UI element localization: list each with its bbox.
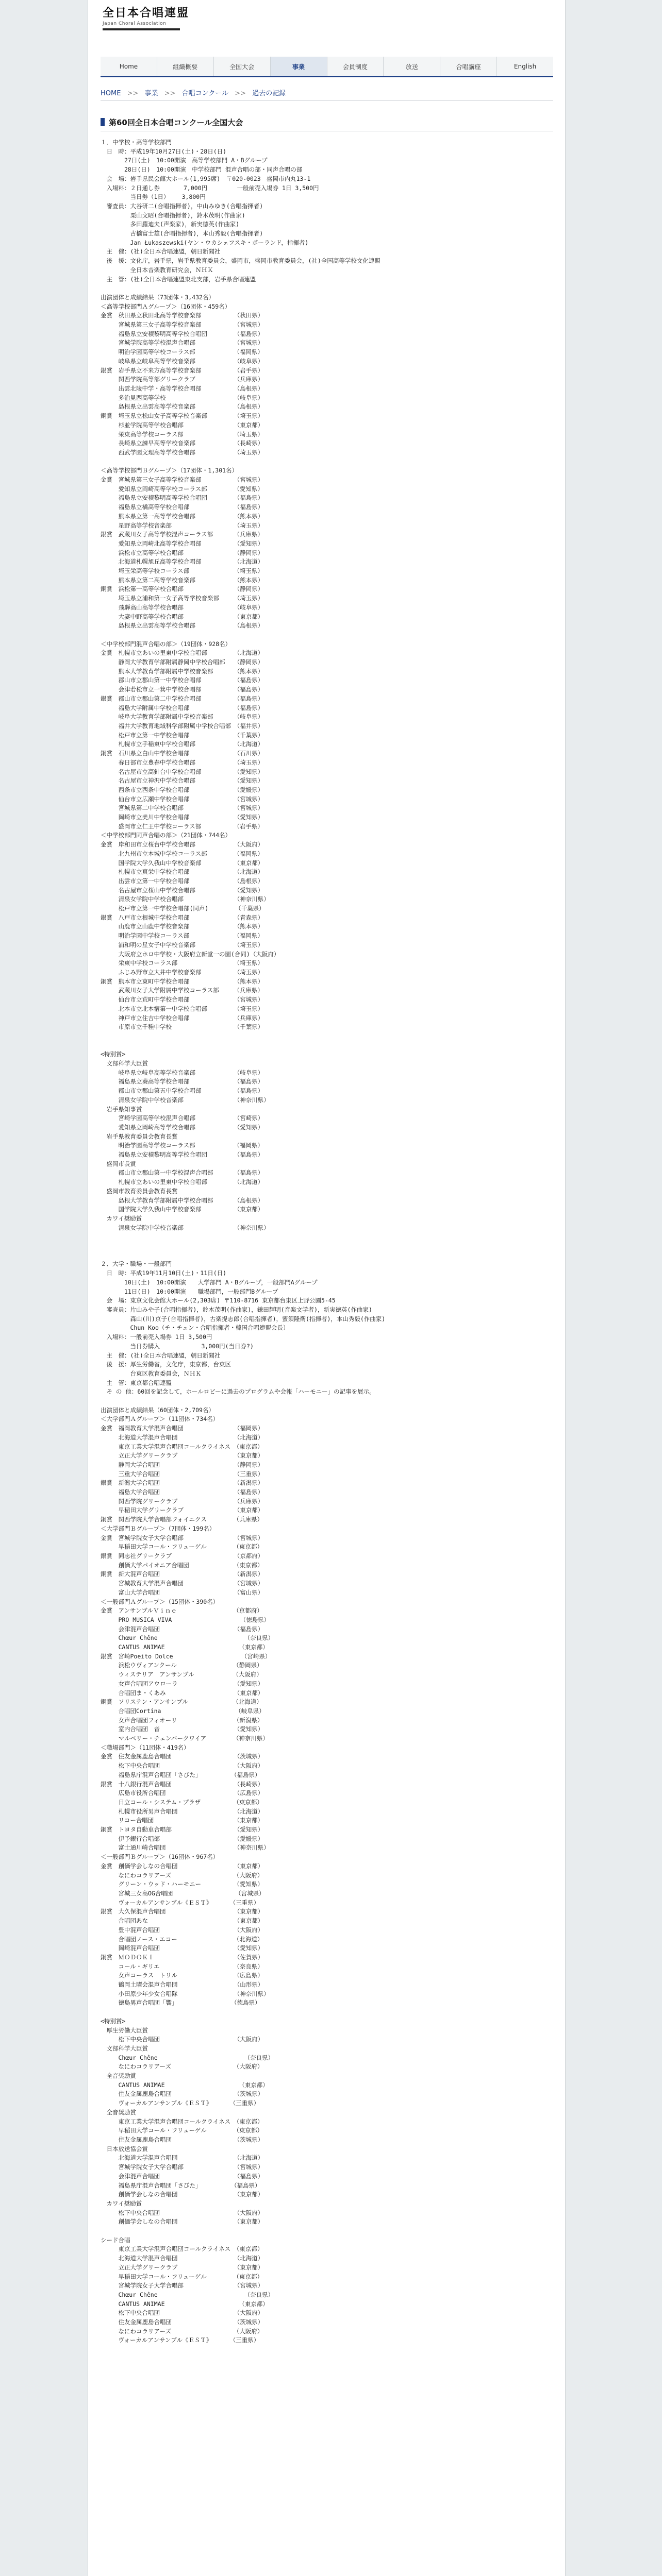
nav-item-projects[interactable]: 事業 (271, 57, 327, 76)
site-logo[interactable] (103, 4, 189, 30)
breadcrumb-projects[interactable]: 事業 (144, 90, 158, 97)
breadcrumb-separator: >> (127, 90, 139, 97)
nav-item-about[interactable]: 組織概要 (157, 57, 214, 76)
breadcrumb-home[interactable]: HOME (101, 90, 121, 97)
nav-item-english[interactable]: English (514, 63, 537, 70)
contest-results-text: １．中学校・高等学校部門 日 時：平成19年10月27日(土)・28日(日) 27日(土) 10:00開演 高等学校部門 A・Bグループ 28日(日) 10:00開演 中学校部門 混声合唱の部・同声合唱の部 会 場：岩手県民会館大ホール(1,995席) 〒020-0023 盛岡市内丸13-1 入場料：２日通し券 7,000円 一般前売入場券 1日 3,500円 当日券（1日） 3,800円 審査員：大谷研二(合唱指揮者)，中山みゆき(合唱指揮者) 栗山文昭(合唱指揮者)，鈴木茂明(作曲家) 多田羅迪夫(声楽家)，新実徳英(作曲家) 古橋富士雄(合唱指揮者)，本山秀毅(合唱指揮者) Jan Łukaszewski(ヤン・ウカシェフスキ・ポーランド，指揮者) 主 催：(社)全日本合唱連盟，朝日新聞社 後 援：文化庁，岩手県，岩手県教育委員会，盛岡市，盛岡市教育委員会，(社)全国高等学校文化連盟 全日本音楽教育研究会，ＮＨＫ 主 管：(社)全日本合唱連盟東北支部，岩手県合唱連盟 出演団体と成績結果（73団体・3,432名） ＜高等学校部門Ａグループ＞（16団体・459名） 金賞 秋田県立秋田北高等学校音楽部 （秋田県） 宮城県第三女子高等学校音楽部 （宮城県） 福島県立安積黎明高等学校合唱団 （福島県） 宮城学院高等学校混声合唱部 （宮城県） 明治学園高等学校コーラス部 （福岡県） 岐阜県立岐阜高等学校音楽部 （岐阜県） 銀賞 岩手県立不来方高等学校音楽部 （岩手県） 関西学院高等部グリークラブ （兵庫県） 出雲北陵中学・高等学校合唱部 （島根県） 多治見西高等学校 （岐阜県） 島根県立出雲高等学校音楽部 （島根県） 銅賞 埼玉県立松山女子高等学校音楽部 （埼玉県） 杉並学院高等学校合唱部 （東京都） 栄東高等学校コーラス部 （埼玉県） 長崎県立諫早高等学校音楽部 （長崎県） 西武学園文理高等学校合唱部 （埼玉県） ＜高等学校部門Ｂグループ＞（17団体・1,301名） 金賞 宮城県第三女子高等学校音楽部 （宮城県） 愛知県立岡崎高等学校コーラス部 （愛知県） 福島県立安積黎明高等学校合唱団 （福島県） 福島県立橘高等学校合唱部 （福島県） 熊本県立第一高等学校合唱部 （熊本県） 星野高等学校音楽部 （埼玉県） 銀賞 武蔵川女子高等学校混声コーラス部 （兵庫県） 愛知県立岡崎北高等学校合唱部 （愛知県） 浜松市立高等学校合唱部 （静岡県） 北海道札幌旭丘高等学校合唱部 （北海道） 埼玉栄高等学校コーラス部 （埼玉県） 熊本県立第二高等学校音楽部 （熊本県） 銅賞 浜松第一高等学校合唱部 （静岡県） 埼玉県立浦和第一女子高等学校音楽部 （埼玉県） 飛騨高山高等学校合唱部 （岐阜県） 大妻中野高等学校合唱部 （東京都） 島根県立出雲高等学校合唱部 （島根県） ＜中学校部門混声合唱の部＞（19団体・928名） 金賞 札幌市立あいの里東中学校合唱部 （北海道） 静岡大学教育学部附属静岡中学校合唱部 （静岡県） 熊本大学教育学部附属中学校音楽部 （熊本県） 郡山市立郡山第一中学校合唱部 （福島県） 会津若松市立一箕中学校合唱部 （福島県） 銀賞 郡山市立郡山第二中学校合唱部 （福島県） 福島大学附属中学校合唱部 （福島県） 岐阜大学教育学部附属中学校音楽部 （岐阜県） 福井大学教育地域科学部附属中学校合唱部 （福井県） 松戸市立第一中学校合唱部 （千葉県） 札幌市立手稲東中学校合唱部 （北海道） 銅賞 石川県立白山中学校合唱部 （石川県） 春日部市立豊春中学校合唱部 （埼玉県） 名古屋市立高針台中学校合唱部 （愛知県） 名古屋市立神沢中学校合唱部 （愛知県） 西条市立西条中学校合唱部 （愛媛県） 仙台市立広瀬中学校合唱部 （宮城県） 宮城県第二中学校合唱部 （宮城県） 岡崎市立美川中学校合唱部 （愛知県） 盛岡市立仁王中学校コーラス部 （岩手県） ＜中学校部門同声合唱の部＞（21団体・744名） 金賞 岸和田市立桜台中学校合唱部 （大阪府） 北九州市立本城中学校コーラス部 （福岡県） 国学院大学久我山中学校音楽部 （東京都） 札幌市立真栄中学校合唱部 （北海道） 出雲市立第一中学校合唱部 （島根県） 名古屋市立桜山中学校合唱部 （愛知県） 清泉女学院中学校合唱部 （神奈川県） 松戸市立第一中学校合唱部(同声) （千葉県） 銀賞 八戸市立根城中学校合唱部 （青森県） 山鹿市立山鹿中学校音楽部 （熊本県） 明治学園中学校コーラス部 （福岡県） 浦和明の星女子中学校音楽部 （埼玉県） 大阪府立ホロ中学校・大阪府立新堂一の園(合同)（大阪府） 栄東中学校コーラス部 （埼玉県） ふじみ野市立大井中学校音楽部 （埼玉県） 銅賞 熊本市立東町中学校合唱部 （熊本県） 武蔵川女子大学附属中学校コーラス部 （兵庫県） 仙台市立荒町中学校合唱部 （宮城県） 北本市立北本宿第一中学校合唱部 （埼玉県） 神戸市立住吉中学校合唱部 （兵庫県） 市原市立千種中学校 （千葉県） <特別賞> 文部科学大臣賞 岐阜県立岐阜高等学校音楽部 （岐阜県） 福島県立葵高等学校合唱部 （福島県） 郡山市立郡山第五中学校合唱部 （福島県） 清泉女学院中学校音楽部 （神奈川県） 岩手県知事賞 宮崎学園高等学校混声合唱部 （宮崎県） 愛知県立岡崎高等学校合唱部 （愛知県） 岩手県教育委員会教育長賞 明治学園高等学校コーラス部 （福岡県） 福島県立安積黎明高等学校合唱団 （福島県） 盛岡市長賞 郡山市立郡山第一中学校混声合唱部 （福島県） 札幌市立あいの里東中学校合唱部 （北海道） 盛岡市教育委員会教育長賞 島根大学教育学部附属中学校合唱部 （島根県） 国学院大学久我山中学校音楽部 （東京都） カワイ奨励賞 清泉女学院中学校音楽部 （神奈川県） ２．大学・職場・一般部門 日 時：平成19年11月10日(土)・11日(日) 10日(土) 10:00開演 大学部門 A・Bグループ，一般部門Aグループ 11日(日) 10:00開演 職場部門，一般部門Bグループ 会 場：東京文化会館大ホール(2,303席) 〒110-8716 東京都台東区上野公園5-45 審査員：片山みや子(合唱指揮者)，鈴木茂明(作曲家)，鎌田輝明(音楽文学者)，新実徳英(作曲家) 森山(川)京子(合唱指揮者)，古楽提志郎(合唱指揮者)，蜜須隆衛(指揮者)，本山秀毅(作曲家) Chun Koo（チ・チュン・合唱指揮者・韓国合唱連盟会長） 入場料：一般前売入場券 1日 3,500円 当日券購入 3,000円(当日券?) 主 催：(社)全日本合唱連盟，朝日新聞社 後 援：厚生労働省，文化庁，東京都，台東区 台東区教育委員会，ＮＨＫ 主 管：東京都合唱連盟 そ の 他：60回を記念して，ホールロビーに過去のプログラムや会報「ハーモニー」の記事を展示。 出演団体と成績結果（60団体・2,709名） ＜大学部門Ａグループ＞（11団体・734名） 金賞 福岡教育大学混声合唱団 （福岡県） 北海道大学混声合唱団 （北海道） 東京工業大学混声合唱団コールクライネス （東京都） 立正大学グリークラブ （東京都） 静岡大学合唱団 （静岡県） 三重大学合唱団 （三重県） 銀賞 新潟大学合唱団 （新潟県） 福島大学合唱団 （福島県） 関西学院グリークラブ （兵庫県） 早稲田大学グリークラブ （東京都） 銅賞 関西学院大学合唱部フォイニクス （兵庫県） ＜大学部門Ｂグループ＞（7団体・199名） 金賞 宮城学院女子大学合唱部 （宮城県） 早稲田大学コール・フリューゲル （東京都） 銀賞 同志社グリークラブ （京都府） 創価大学パイオニア合唱団 （東京都） 銅賞 新大混声合唱団 （新潟県） 宮城教育大学混声合唱団 （宮城県） 富山大学合唱団 （富山県） ＜一般部門Ａグループ＞（15団体・390名） 金賞 アンサンブルＶｉｎｅ （京都府） PRO MUSICA VIVA （徳島県） 会津混声合唱団 （福島県） Chœur Chêne （奈良県） CANTUS ANIMAE （東京都） 銀賞 宮崎Poeito Dolce （宮崎県） 浜松ウヴィアンクール （静岡県） ウィステリア アンサンブル （大阪府） 女声合唱団アウローラ （愛知県） 合唱団ま・くあみ （東京都） 銅賞 ソリステン・アンサンブル （北海道） 合唱団Cortina （岐阜県） 女声合唱団フィオーリ （新潟県） 室内合唱団 音 （愛知県） マルベリー・チェンバークワイア （神奈川県） ＜職場部門＞（11団体・419名） 金賞 住友金属鹿島合唱団 （茨城県） 松下中央合唱団 （大阪府） 福島県庁混声合唱団「さびた」 （福島県） 銀賞 十八銀行混声合唱団 （長崎県） 広島市役所合唱団 （広島県） 日立コール・システム・プラザ （東京都） 札幌市役所男声合唱団 （北海道） リコー合唱団 （東京都） 銅賞 トヨタ自動車合唱部 （愛知県） 伊予銀行合唱部 （愛媛県） 富士通川崎合唱団 （神奈川県） ＜一般部門Ｂグループ＞（16団体・967名） 金賞 創価学会しなの合唱団 （東京都） なにわコラリアーズ （大阪府） グリーン・ウッド・ハーモニー （愛知県） 宮城三女高OG合唱団 （宮城県） ヴォーカルアンサンブル《ＥＳＴ》 （三重県） 銀賞 大久保混声合唱団 （東京都） 合唱団あな （東京都） 豊中混声合唱団 （大阪府） 合唱団ノース・エコー （北海道） 岡崎混声合唱団 （愛知県） 銅賞 ＭＯＤＯＫＩ （佐賀県） コール・ギリエ （奈良県） 女声コーラス トリル （広島県） 鶴岡土曜会混声合唱団 （山形県） 小田原少年少女合唱隊 （神奈川県） 徳島男声合唱団「響」 （徳島県） <特別賞> 厚生労働大臣賞 松下中央合唱団 （大阪府） 文部科学大臣賞 Chœur Chêne （奈良県） なにわコラリアーズ （大阪府） 全音奨励賞 CANTUS ANIMAE （東京都） 住友金属鹿島合唱団 （茨城県） ヴォーカルアンサンブル《ＥＳＴ》 （三重県） 全音奨励賞 東京工業大学混声合唱団コールクライネス （東京都） 早稲田大学コール・フリューゲル （東京都） 住友金属鹿島合唱団 （茨城県） 日本放送協会賞 北海道大学混声合唱団 （北海道） 宮城学院女子大学合唱部 （宮城県） 会津混声合唱団 （福島県） 福島県庁混声合唱団「さびた」 （福島県） 創価学会しなの合唱団 （東京都） カワイ奨励賞 松下中央合唱団 （大阪府） 創価学会しなの合唱団 （東京都） シード合唱 東京工業大学混声合唱団コールクライネス （東京都） 北海道大学混声合唱団 （北海道） 立正大学グリークラブ （東京都） 早稲田大学コール・フリューゲル （東京都） 宮城学院女子大学合唱部 （宮城県） Chœur Chêne （奈良県） CANTUS ANIMAE （東京都） 松下中央合唱団 （大阪府） 住友金属鹿島合唱団 （茨城県） なにわコラリアーズ （大阪府） ヴォーカルアンサンブル《ＥＳＴ》 （三重県） (101, 139, 386, 2344)
breadcrumb (101, 88, 286, 97)
nav-item-broadcast[interactable]: 放送 (384, 57, 440, 76)
divider (101, 100, 553, 101)
nav-item-national-contest[interactable]: 全国大会 (214, 57, 271, 76)
breadcrumb-separator: >> (164, 90, 176, 97)
breadcrumb-separator: >> (235, 90, 246, 97)
breadcrumb-past-records[interactable]: 過去の記録 (252, 90, 286, 97)
nav-item-membership[interactable]: 会員制度 (327, 57, 384, 76)
nav-item-choral-course[interactable]: 合唱講座 (440, 57, 497, 76)
page-title (101, 114, 553, 131)
contest-results-body (101, 138, 553, 2576)
nav-item-home[interactable]: Home (101, 57, 157, 76)
logo-underline (103, 28, 180, 30)
page-sheet (88, 0, 566, 2576)
logo-english: Japan Choral Association (103, 21, 167, 26)
breadcrumb-contest[interactable]: 合唱コンクール (181, 90, 229, 97)
logo-japanese: 全日本合唱連盟 (103, 6, 190, 20)
title-marker-icon (101, 118, 105, 126)
global-nav (101, 57, 553, 77)
page-title-text: 第60回全日本合唱コンクール全国大会 (109, 118, 243, 127)
site-header (88, 0, 565, 36)
